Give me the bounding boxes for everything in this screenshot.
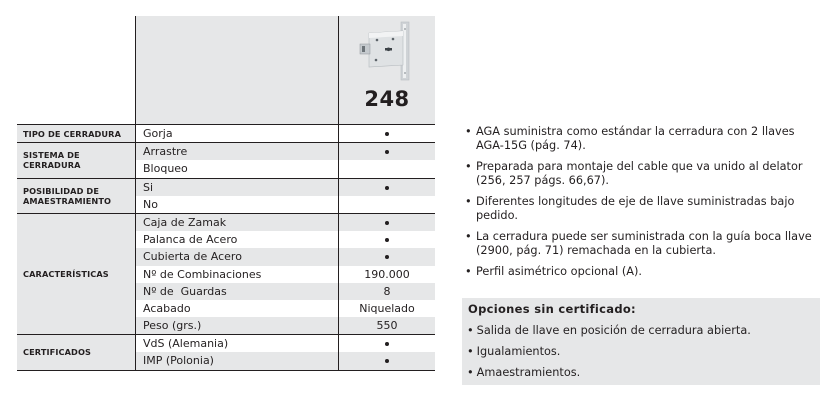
feature-value [338, 125, 435, 142]
table-row [135, 300, 435, 317]
feature-label: Gorja [135, 125, 338, 142]
bullet-icon [385, 221, 389, 225]
feature-value [338, 179, 435, 196]
group-label: TIPO DE CERRADURA [17, 125, 135, 142]
feature-value [338, 160, 435, 177]
table-row [135, 248, 435, 265]
option-item [467, 321, 751, 342]
spec-rows [17, 124, 435, 371]
notes-list [463, 125, 823, 286]
feature-label: Nº de Guardas [135, 283, 338, 300]
table-header [135, 16, 435, 124]
note-item: • Perfil asimétrico opcional (A). [463, 265, 823, 279]
option-text: Amaestramientos. [476, 366, 581, 379]
options-list [467, 321, 751, 384]
divider [135, 16, 136, 124]
bullet-icon [385, 255, 389, 259]
feature-value: 8 [338, 283, 435, 300]
feature-value [338, 196, 435, 213]
feature-label: Nº de Combinaciones [135, 266, 338, 283]
feature-value [338, 231, 435, 248]
table-row [135, 160, 435, 177]
options-box [462, 298, 820, 385]
group-sistema-de-cerradura [17, 142, 435, 177]
feature-label: Cubierta de Acero [135, 248, 338, 265]
feature-label: Bloqueo [135, 160, 338, 177]
bullet-icon [385, 342, 389, 346]
table-row [135, 283, 435, 300]
feature-label: No [135, 196, 338, 213]
bullet-icon: • [467, 345, 474, 358]
feature-label: Peso (grs.) [135, 317, 338, 334]
feature-label: Acabado [135, 300, 338, 317]
group-label: CERTIFICADOS [17, 335, 135, 369]
feature-value: Niquelado [338, 300, 435, 317]
feature-value [338, 214, 435, 231]
options-title: Opciones sin certificado: [468, 302, 636, 316]
bullet-icon [385, 186, 389, 190]
feature-label: IMP (Polonia) [135, 352, 338, 369]
feature-label: VdS (Alemania) [135, 335, 338, 352]
bullet-icon [385, 150, 389, 154]
note-item: • Diferentes longitudes de eje de llave suministradas bajo pedido. [463, 195, 823, 223]
bullet-icon: • [467, 366, 474, 379]
feature-value [338, 248, 435, 265]
group-tipo-de-cerradura [17, 124, 435, 142]
feature-value: 190.000 [338, 266, 435, 283]
table-row [135, 196, 435, 213]
feature-label: Si [135, 179, 338, 196]
note-item: • La cerradura puede ser suministrada con la guía boca llave (2900, pág. 71) remachada en la cubierta. [463, 230, 823, 258]
table-row [135, 352, 435, 369]
table-row [135, 231, 435, 248]
feature-label: Caja de Zamak [135, 214, 338, 231]
option-item [467, 363, 751, 384]
product-number: 248 [364, 87, 410, 111]
group-label: SISTEMA DE CERRADURA [17, 143, 135, 177]
bullet-icon [385, 132, 389, 136]
group-label: POSIBILIDAD DE AMAESTRAMIENTO [17, 179, 135, 213]
table-row [135, 266, 435, 283]
option-text: Igualamientos. [476, 345, 561, 358]
group-posibilidad-de-amaestramiento [17, 178, 435, 213]
table-row [135, 335, 435, 352]
bullet-icon: • [467, 324, 474, 337]
table-row [135, 125, 435, 142]
product-header-cell [339, 16, 435, 124]
table-row [135, 143, 435, 160]
bullet-icon [385, 359, 389, 363]
feature-label: Palanca de Acero [135, 231, 338, 248]
table-row [135, 179, 435, 196]
feature-value [338, 352, 435, 369]
group-caracteristicas [17, 213, 435, 334]
feature-value: 550 [338, 317, 435, 334]
group-certificados [17, 334, 435, 370]
mortise-lock-icon [357, 20, 421, 82]
option-item [467, 342, 751, 363]
table-row [135, 317, 435, 334]
table-row [135, 214, 435, 231]
option-text: Salida de llave en posición de cerradura abierta. [476, 324, 751, 337]
group-label: CARACTERÍSTICAS [17, 214, 135, 334]
feature-label: Arrastre [135, 143, 338, 160]
bullet-icon [385, 238, 389, 242]
feature-value [338, 335, 435, 352]
note-item: • Preparada para montaje del cable que va unido al delator (256, 257 págs. 66,67). [463, 160, 823, 188]
note-item: • AGA suministra como estándar la cerradura con 2 llaves AGA-15G (pág. 74). [463, 125, 823, 153]
feature-value [338, 143, 435, 160]
